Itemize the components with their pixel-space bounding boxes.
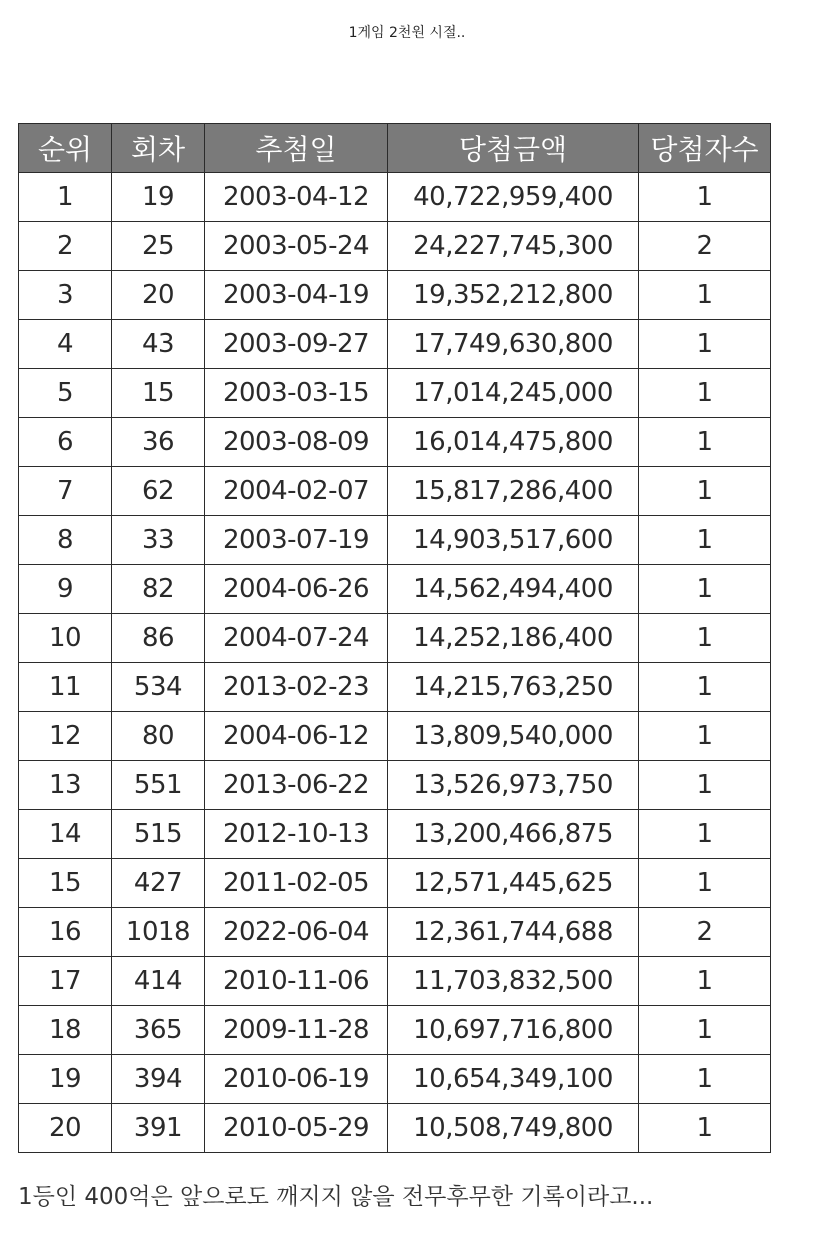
cell-prize-amount: 16,014,475,800 — [388, 418, 639, 467]
header-prize-amount: 당첨금액 — [388, 124, 639, 173]
cell-rank: 1 — [19, 173, 112, 222]
table-row — [19, 320, 771, 369]
header-draw-date: 추첨일 — [205, 124, 388, 173]
cell-round: 1018 — [112, 908, 205, 957]
cell-round: 82 — [112, 565, 205, 614]
cell-round: 534 — [112, 663, 205, 712]
cell-prize-amount: 15,817,286,400 — [388, 467, 639, 516]
cell-round: 25 — [112, 222, 205, 271]
table-row — [19, 271, 771, 320]
cell-draw-date: 2010-05-29 — [205, 1104, 388, 1153]
cell-draw-date: 2003-04-19 — [205, 271, 388, 320]
cell-rank: 10 — [19, 614, 112, 663]
cell-winner-count: 1 — [639, 761, 771, 810]
cell-winner-count: 1 — [639, 467, 771, 516]
cell-prize-amount: 40,722,959,400 — [388, 173, 639, 222]
table-row — [19, 516, 771, 565]
cell-winner-count: 1 — [639, 271, 771, 320]
cell-draw-date: 2010-11-06 — [205, 957, 388, 1006]
table-row — [19, 908, 771, 957]
cell-draw-date: 2004-06-12 — [205, 712, 388, 761]
cell-winner-count: 1 — [639, 859, 771, 908]
cell-round: 394 — [112, 1055, 205, 1104]
header-rank: 순위 — [19, 124, 112, 173]
cell-winner-count: 1 — [639, 369, 771, 418]
cell-draw-date: 2022-06-04 — [205, 908, 388, 957]
cell-prize-amount: 11,703,832,500 — [388, 957, 639, 1006]
cell-draw-date: 2013-02-23 — [205, 663, 388, 712]
cell-winner-count: 1 — [639, 663, 771, 712]
cell-winner-count: 1 — [639, 565, 771, 614]
cell-draw-date: 2004-02-07 — [205, 467, 388, 516]
cell-rank: 4 — [19, 320, 112, 369]
cell-winner-count: 1 — [639, 614, 771, 663]
lotto-ranking-table — [18, 123, 771, 1153]
cell-prize-amount: 13,200,466,875 — [388, 810, 639, 859]
cell-prize-amount: 14,252,186,400 — [388, 614, 639, 663]
cell-draw-date: 2003-09-27 — [205, 320, 388, 369]
cell-round: 15 — [112, 369, 205, 418]
cell-round: 391 — [112, 1104, 205, 1153]
table-row — [19, 663, 771, 712]
table-row — [19, 957, 771, 1006]
cell-prize-amount: 13,526,973,750 — [388, 761, 639, 810]
cell-winner-count: 2 — [639, 222, 771, 271]
cell-round: 515 — [112, 810, 205, 859]
cell-rank: 16 — [19, 908, 112, 957]
cell-rank: 18 — [19, 1006, 112, 1055]
cell-prize-amount: 14,562,494,400 — [388, 565, 639, 614]
cell-rank: 19 — [19, 1055, 112, 1104]
table-row — [19, 761, 771, 810]
cell-round: 19 — [112, 173, 205, 222]
cell-round: 33 — [112, 516, 205, 565]
table-row — [19, 173, 771, 222]
cell-winner-count: 2 — [639, 908, 771, 957]
cell-prize-amount: 17,749,630,800 — [388, 320, 639, 369]
cell-winner-count: 1 — [639, 516, 771, 565]
cell-prize-amount: 14,215,763,250 — [388, 663, 639, 712]
header-round: 회차 — [112, 124, 205, 173]
cell-rank: 11 — [19, 663, 112, 712]
table-row — [19, 859, 771, 908]
cell-winner-count: 1 — [639, 957, 771, 1006]
cell-draw-date: 2003-07-19 — [205, 516, 388, 565]
table-row — [19, 565, 771, 614]
cell-draw-date: 2012-10-13 — [205, 810, 388, 859]
cell-rank: 20 — [19, 1104, 112, 1153]
table-row — [19, 712, 771, 761]
cell-rank: 15 — [19, 859, 112, 908]
cell-winner-count: 1 — [639, 1006, 771, 1055]
cell-draw-date: 2004-06-26 — [205, 565, 388, 614]
cell-rank: 8 — [19, 516, 112, 565]
header-winner-count: 당첨자수 — [639, 124, 771, 173]
table-row — [19, 1006, 771, 1055]
cell-round: 62 — [112, 467, 205, 516]
cell-prize-amount: 17,014,245,000 — [388, 369, 639, 418]
table-row — [19, 1104, 771, 1153]
cell-round: 86 — [112, 614, 205, 663]
cell-winner-count: 1 — [639, 320, 771, 369]
cell-round: 365 — [112, 1006, 205, 1055]
cell-prize-amount: 19,352,212,800 — [388, 271, 639, 320]
table-row — [19, 1055, 771, 1104]
cell-winner-count: 1 — [639, 1104, 771, 1153]
cell-winner-count: 1 — [639, 173, 771, 222]
header-row — [19, 124, 771, 173]
cell-round: 414 — [112, 957, 205, 1006]
cell-round: 43 — [112, 320, 205, 369]
cell-round: 20 — [112, 271, 205, 320]
cell-prize-amount: 10,508,749,800 — [388, 1104, 639, 1153]
table-row — [19, 810, 771, 859]
cell-winner-count: 1 — [639, 712, 771, 761]
cell-draw-date: 2003-03-15 — [205, 369, 388, 418]
cell-rank: 2 — [19, 222, 112, 271]
cell-draw-date: 2009-11-28 — [205, 1006, 388, 1055]
cell-round: 80 — [112, 712, 205, 761]
cell-draw-date: 2003-05-24 — [205, 222, 388, 271]
cell-prize-amount: 13,809,540,000 — [388, 712, 639, 761]
table-header — [19, 124, 771, 173]
cell-winner-count: 1 — [639, 810, 771, 859]
cell-round: 36 — [112, 418, 205, 467]
cell-winner-count: 1 — [639, 418, 771, 467]
cell-winner-count: 1 — [639, 1055, 771, 1104]
cell-draw-date: 2011-02-05 — [205, 859, 388, 908]
cell-draw-date: 2004-07-24 — [205, 614, 388, 663]
caption-text: 1등인 400억은 앞으로도 깨지지 않을 전무후무한 기록이라고... — [18, 1184, 654, 1210]
table-row — [19, 467, 771, 516]
table-row — [19, 418, 771, 467]
cell-rank: 7 — [19, 467, 112, 516]
cell-rank: 9 — [19, 565, 112, 614]
table-row — [19, 369, 771, 418]
cell-prize-amount: 10,654,349,100 — [388, 1055, 639, 1104]
cell-prize-amount: 10,697,716,800 — [388, 1006, 639, 1055]
cell-rank: 6 — [19, 418, 112, 467]
page-title: 1게임 2천원 시절.. — [348, 25, 466, 41]
cell-prize-amount: 14,903,517,600 — [388, 516, 639, 565]
table-row — [19, 614, 771, 663]
cell-prize-amount: 24,227,745,300 — [388, 222, 639, 271]
cell-rank: 14 — [19, 810, 112, 859]
cell-round: 551 — [112, 761, 205, 810]
cell-draw-date: 2013-06-22 — [205, 761, 388, 810]
table-row — [19, 222, 771, 271]
cell-rank: 13 — [19, 761, 112, 810]
cell-prize-amount: 12,361,744,688 — [388, 908, 639, 957]
cell-rank: 12 — [19, 712, 112, 761]
cell-draw-date: 2003-04-12 — [205, 173, 388, 222]
cell-rank: 17 — [19, 957, 112, 1006]
table-body — [19, 173, 771, 1153]
cell-round: 427 — [112, 859, 205, 908]
cell-rank: 3 — [19, 271, 112, 320]
cell-draw-date: 2003-08-09 — [205, 418, 388, 467]
cell-draw-date: 2010-06-19 — [205, 1055, 388, 1104]
cell-prize-amount: 12,571,445,625 — [388, 859, 639, 908]
cell-rank: 5 — [19, 369, 112, 418]
